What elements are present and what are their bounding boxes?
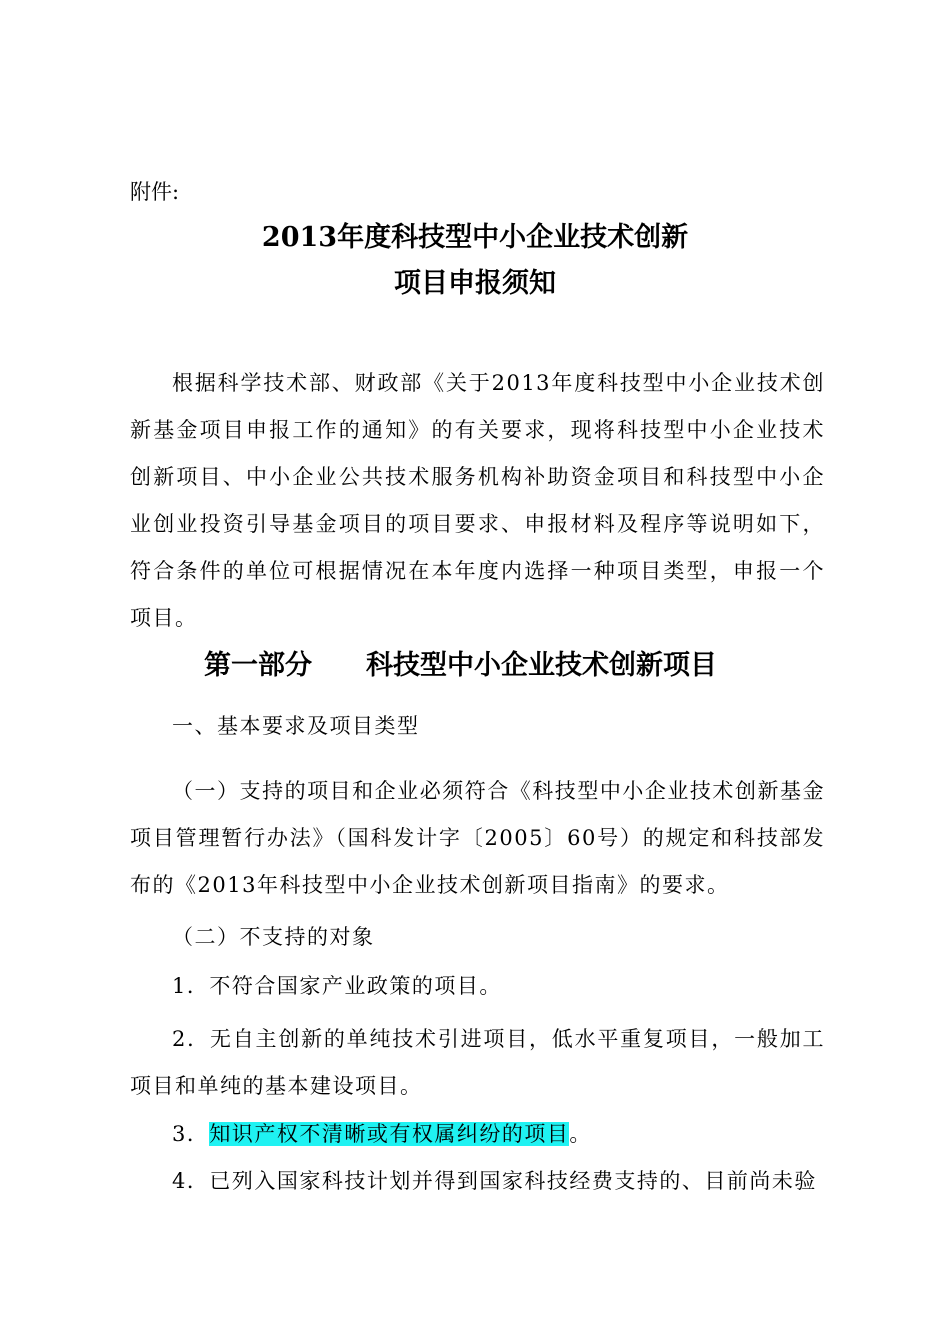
- document-title-line1: 2013年度科技型中小企业技术创新: [261, 222, 689, 253]
- list-item-2: 2．无自主创新的单纯技术引进项目，低水平重复项目，一般加工项目和单纯的基本建设项目。: [130, 1027, 825, 1098]
- document-title-line2: 项目申报须知: [394, 268, 556, 299]
- section1-heading: 一、基本要求及项目类型: [172, 714, 420, 738]
- part-heading: 第一部分 科技型中小企业技术创新项目: [204, 650, 717, 681]
- list-item-3-prefix: 3．: [172, 1122, 210, 1146]
- list-item-3: [172, 1118, 592, 1150]
- list-item-1: 1．不符合国家产业政策的项目。: [172, 974, 502, 998]
- list-item-3-highlighted-text: 知识产权不清晰或有权属纠纷的项目: [209, 1122, 570, 1146]
- intro-paragraph: 根据科学技术部、财政部《关于2013年度科技型中小企业技术创新基金项目申报工作的通知》的有关要求，现将科技型中小企业技术创新项目、中小企业公共技术服务机构补助资金项目和科技型中小企业创业投资引导基金项目的项目要求、申报材料及程序等说明如下，符合条件的单位可根据情况在本年度内选择一种项目类型，申报一个项目。: [130, 371, 825, 630]
- attachment-label: 附件:: [130, 180, 180, 204]
- section1-item-b: （二）不支持的对象: [172, 925, 375, 949]
- list-item-3-suffix: 。: [569, 1122, 592, 1146]
- list-item-4: 4．已列入国家科技计划并得到国家科技经费支持的、目前尚未验: [172, 1169, 817, 1193]
- section1-item-a: （一）支持的项目和企业必须符合《科技型中小企业技术创新基金项目管理暂行办法》（国科发计字〔2005〕60号）的规定和科技部发布的《2013年科技型中小企业技术创新项目指南》的要求。: [130, 779, 825, 897]
